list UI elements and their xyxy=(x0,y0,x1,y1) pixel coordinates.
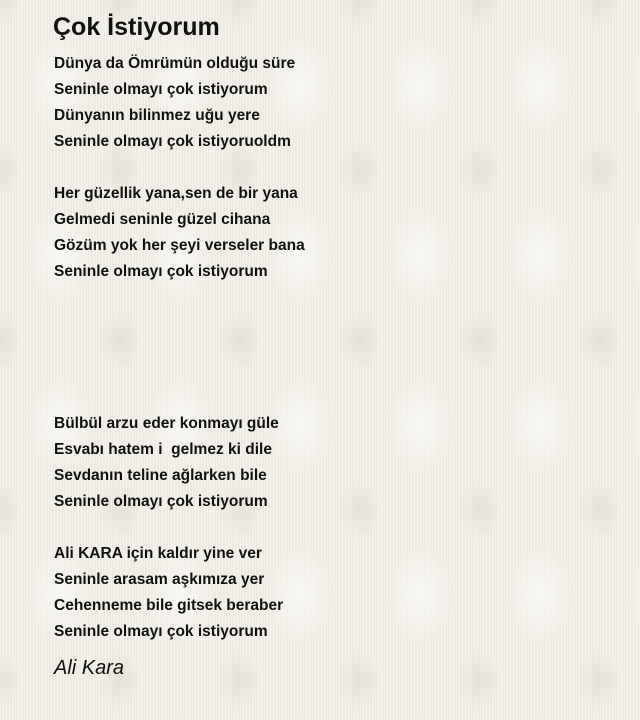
poem-line: Seninle olmayı çok istiyoruoldm xyxy=(54,133,291,150)
poem-line: Her güzellik yana,sen de bir yana xyxy=(54,185,298,202)
poem-line: Sevdanın teline ağlarken bile xyxy=(54,467,267,484)
poem-line: Dünyanın bilinmez uğu yere xyxy=(54,107,260,124)
poem-line: Seninle olmayı çok istiyorum xyxy=(54,623,268,640)
poem-line: Esvabı hatem i gelmez ki dile xyxy=(54,441,272,458)
stanza-gap xyxy=(54,155,614,181)
poem-line: Dünya da Ömrümün olduğu süre xyxy=(54,55,296,72)
poem-container xyxy=(54,12,614,681)
stanza-3 xyxy=(54,411,614,515)
poem-line: Seninle olmayı çok istiyorum xyxy=(54,493,268,510)
stanza-gap xyxy=(54,285,614,411)
poem-line: Ali KARA için kaldır yine ver xyxy=(54,545,262,562)
stanza-4 xyxy=(54,541,614,645)
poem-line: Seninle olmayı çok istiyorum xyxy=(54,81,268,98)
poem-title: Çok İstiyorum xyxy=(53,13,220,41)
poem-author: Ali Kara xyxy=(54,657,125,679)
stanza-2 xyxy=(54,181,614,285)
poem-line: Bülbül arzu eder konmayı güle xyxy=(54,415,279,432)
poem-line: Cehenneme bile gitsek beraber xyxy=(54,597,284,614)
stanza-gap xyxy=(54,515,614,541)
stanza-1 xyxy=(54,51,614,155)
poem-line: Gelmedi seninle güzel cihana xyxy=(54,211,271,228)
poem-line: Gözüm yok her şeyi verseler bana xyxy=(54,237,305,254)
poem-line: Seninle olmayı çok istiyorum xyxy=(54,263,268,280)
poem-line: Seninle arasam aşkımıza yer xyxy=(54,571,265,588)
